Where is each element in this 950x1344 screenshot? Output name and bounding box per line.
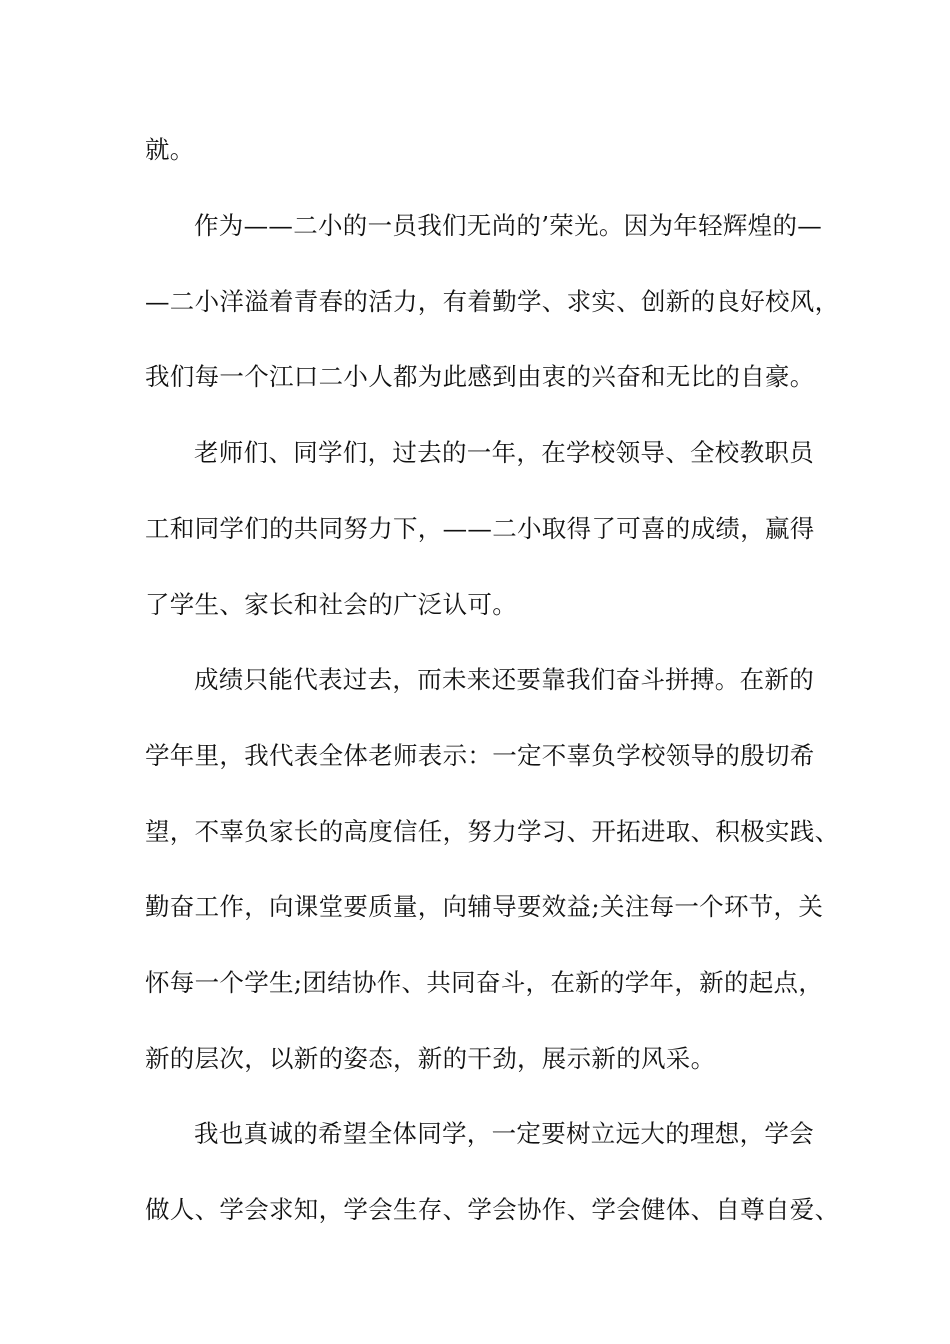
- paragraph-line: 学年里，我代表全体老师表示：一定不辜负学校领导的殷切希: [145, 741, 815, 770]
- paragraph-line: 做人、学会求知，学会生存、学会协作、学会健体、自尊自爱、: [145, 1195, 840, 1224]
- paragraph-line: 就。: [145, 135, 195, 164]
- paragraph-line: 工和同学们的共同努力下，——二小取得了可喜的成绩，赢得: [145, 514, 815, 543]
- paragraph-line: 我也真诚的希望全体同学，一定要树立远大的理想，学会: [194, 1119, 814, 1148]
- paragraph-line: 成绩只能代表过去，而未来还要靠我们奋斗拼搏。在新的: [194, 665, 814, 694]
- paragraph-line: —二小洋溢着青春的活力，有着勤学、求实、创新的良好校风，: [145, 287, 840, 316]
- paragraph-line: 作为——二小的一员我们无尚的’荣光。因为年轻辉煌的—: [194, 211, 823, 240]
- paragraph-line: 新的层次，以新的姿态，新的干劲，展示新的风采。: [145, 1044, 716, 1073]
- paragraph-line: 勤奋工作，向课堂要质量，向辅导要效益;关注每一个环节，关: [145, 892, 824, 921]
- paragraph-line: 了学生、家长和社会的广泛认可。: [145, 590, 517, 619]
- paragraph-line: 我们每一个江口二小人都为此感到由衷的兴奋和无比的自豪。: [145, 362, 815, 391]
- paragraph-line: 老师们、同学们，过去的一年，在学校领导、全校教职员: [194, 438, 814, 467]
- paragraph-line: 望，不辜负家长的高度信任，努力学习、开拓进取、积极实践、: [145, 817, 840, 846]
- paragraph-line: 怀每一个学生;团结协作、共同奋斗，在新的学年，新的起点，: [145, 968, 824, 997]
